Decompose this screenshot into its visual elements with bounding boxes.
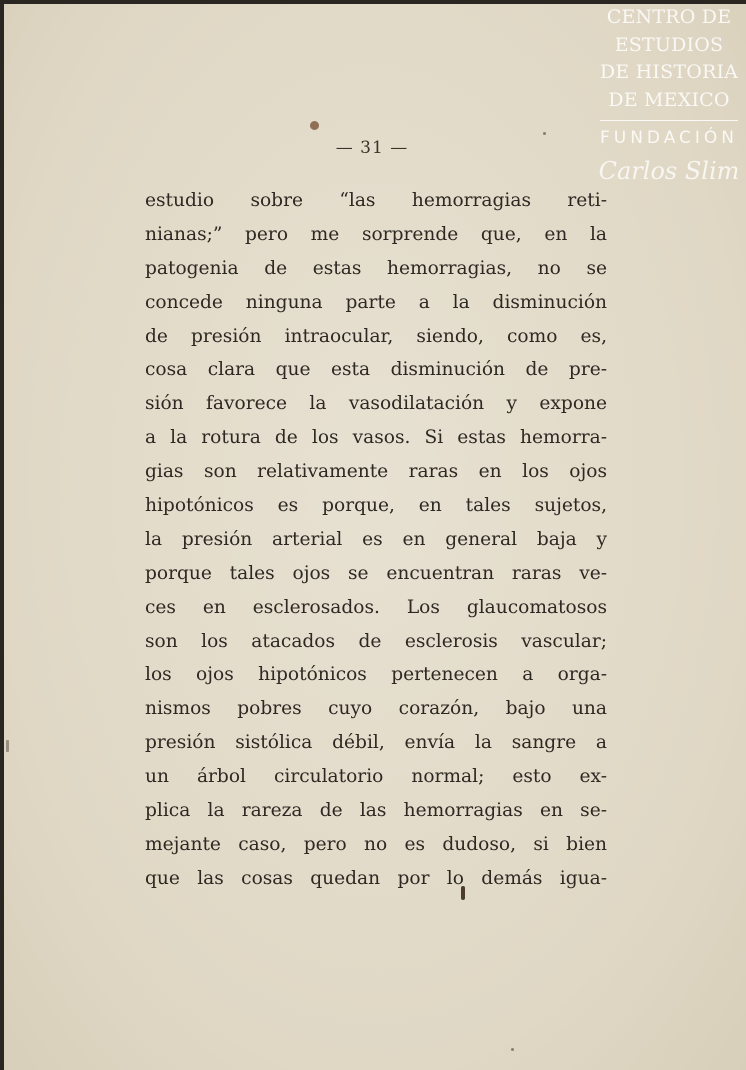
- watermark-line: ESTUDIOS: [614, 33, 724, 56]
- text-line: nianas;” pero me sorprende que, en la: [145, 223, 607, 245]
- text-line: cosa clara que esta disminución de pre-: [145, 359, 607, 381]
- scan-left-edge: [0, 0, 4, 1070]
- text-line: ces en esclerosados. Los glaucomatosos: [145, 596, 607, 618]
- paper-blemish: [310, 121, 319, 130]
- text-line: sión favorece la vasodilatación y expone: [145, 393, 607, 415]
- text-line: patogenia de estas hemorragias, no se: [145, 257, 607, 279]
- body-text: [145, 184, 607, 896]
- text-line: estudio sobre “las hemorragias reti-: [145, 190, 607, 211]
- text-line: los ojos hipotónicos pertenecen a orga-: [145, 664, 607, 686]
- page-number: — 31 —: [335, 138, 409, 158]
- text-line: gias son relativamente raras en los ojos: [145, 461, 607, 483]
- svg-text:Carlos Slim: Carlos Slim: [599, 157, 739, 185]
- text-line: de presión intraocular, siendo, como es,: [145, 325, 607, 347]
- text-line: nismos pobres cuyo corazón, bajo una: [145, 698, 607, 720]
- text-line: la presión arterial es en general baja y: [145, 528, 607, 550]
- text-line: porque tales ojos se encuentran raras ve-: [145, 562, 607, 584]
- watermark-line: CENTRO DE: [606, 6, 732, 28]
- watermark-line: DE MEXICO: [608, 88, 730, 111]
- watermark-logo: [596, 4, 742, 189]
- text-line: presión sistólica débil, envía la sangre a: [145, 732, 607, 754]
- paper-blemish: [6, 740, 9, 752]
- text-line: mejante caso, pero no es dudoso, si bien: [145, 833, 607, 855]
- watermark-foundation: FUNDACIÓN: [599, 128, 739, 148]
- paper-blemish: [511, 1048, 514, 1051]
- paper-blemish: [543, 132, 546, 135]
- signature-icon: [599, 153, 739, 189]
- text-line: plica la rareza de las hemorragias en se-: [145, 800, 607, 822]
- text-line: un árbol circulatorio normal; esto ex-: [145, 766, 607, 788]
- text-line: son los atacados de esclerosis vascular;: [145, 630, 607, 652]
- watermark-divider: [600, 120, 738, 121]
- text-line: concede ninguna parte a la disminución: [145, 291, 607, 313]
- text-line: a la rotura de los vasos. Si estas hemorra-: [145, 427, 607, 449]
- text-line: hipotónicos es porque, en tales sujetos,: [145, 495, 607, 517]
- watermark-line: DE HISTORIA: [599, 61, 739, 83]
- text-line: que las cosas quedan por lo demás igua-: [145, 867, 607, 889]
